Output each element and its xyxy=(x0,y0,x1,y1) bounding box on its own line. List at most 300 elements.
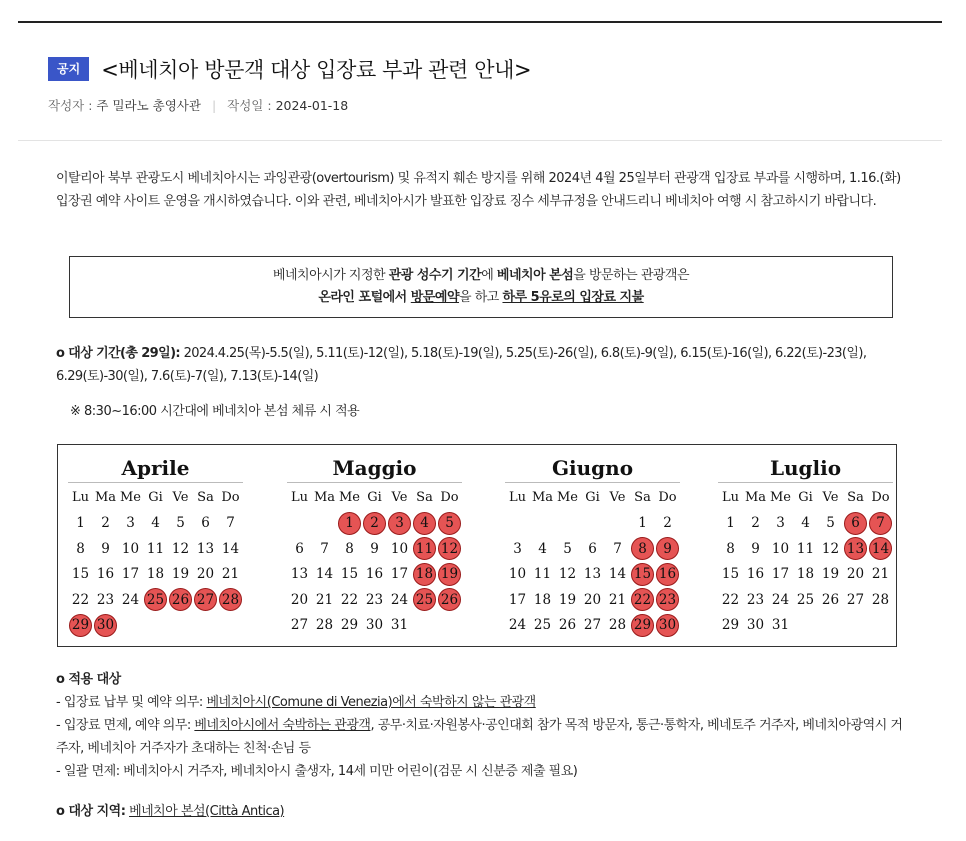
calendar-day xyxy=(93,613,118,639)
calendar-day xyxy=(868,536,893,562)
day-number: 30 xyxy=(746,617,765,634)
highlighted-day: 13 xyxy=(844,537,867,560)
weekday-header: Ma xyxy=(744,490,767,506)
weekday-header: Lu xyxy=(290,490,308,506)
notice-emphasis: 방문예약 xyxy=(410,290,460,305)
day-number: 16 xyxy=(96,566,115,583)
highlighted-day: 4 xyxy=(413,512,436,535)
header-divider xyxy=(18,140,942,141)
author-value: 주 밀라노 총영사관 xyxy=(96,98,201,113)
highlighted-day: 25 xyxy=(144,588,167,611)
day-number: 15 xyxy=(721,566,740,583)
calendar-day xyxy=(337,511,362,537)
day-number: 19 xyxy=(821,566,840,583)
day-number: 1 xyxy=(726,515,735,532)
notice-box xyxy=(69,256,893,318)
calendar-day xyxy=(412,587,437,613)
day-number: 12 xyxy=(171,540,190,557)
day-number: 17 xyxy=(508,591,527,608)
title-row xyxy=(48,54,948,84)
calendar-day xyxy=(362,613,387,639)
calendar-day xyxy=(630,536,655,562)
calendar-day xyxy=(768,536,793,562)
calendar-day xyxy=(68,587,93,613)
calendar-day xyxy=(718,536,743,562)
day-number: 2 xyxy=(751,515,760,532)
calendar-day xyxy=(630,511,655,537)
day-number: 16 xyxy=(746,566,765,583)
calendar-day xyxy=(868,587,893,613)
weekday-header: Gi xyxy=(585,490,600,506)
day-number: 10 xyxy=(390,540,409,557)
highlighted-day: 29 xyxy=(631,614,654,637)
calendar-day xyxy=(843,511,868,537)
calendar-day xyxy=(655,511,680,537)
calendar-day xyxy=(93,562,118,588)
weekday-header: Sa xyxy=(847,490,864,506)
highlighted-day: 30 xyxy=(94,614,117,637)
targets-section xyxy=(56,668,912,783)
calendar-day xyxy=(337,613,362,639)
day-number: 12 xyxy=(821,540,840,557)
calendar-day xyxy=(818,511,843,537)
day-number: 28 xyxy=(315,617,334,634)
day-number: 30 xyxy=(365,617,384,634)
day-number: 22 xyxy=(340,591,359,608)
region-section xyxy=(56,800,284,819)
highlighted-day: 5 xyxy=(438,512,461,535)
calendar-day xyxy=(605,536,630,562)
calendar-day xyxy=(793,536,818,562)
weekday-header: Me xyxy=(338,490,360,506)
weekday-header: Ve xyxy=(609,490,626,506)
calendar-day xyxy=(287,562,312,588)
post-header xyxy=(48,54,948,114)
day-number: 20 xyxy=(196,566,215,583)
target-text: - 입장료 납부 및 예약 의무: xyxy=(56,695,207,710)
day-number: 31 xyxy=(771,617,790,634)
day-number: 23 xyxy=(746,591,765,608)
month-grid xyxy=(718,485,893,638)
highlighted-day: 25 xyxy=(413,588,436,611)
day-number: 11 xyxy=(533,566,552,583)
calendar-day xyxy=(312,587,337,613)
day-number: 17 xyxy=(390,566,409,583)
calendar-day xyxy=(605,587,630,613)
day-number: 18 xyxy=(533,591,552,608)
weekday-header: Do xyxy=(440,490,459,506)
day-number: 31 xyxy=(390,617,409,634)
calendar-day xyxy=(768,511,793,537)
day-number: 17 xyxy=(121,566,140,583)
day-number: 24 xyxy=(508,617,527,634)
day-number: 3 xyxy=(126,515,135,532)
highlighted-day: 11 xyxy=(413,537,436,560)
calendar-day xyxy=(143,511,168,537)
calendar-day xyxy=(312,562,337,588)
month-grid xyxy=(505,485,680,638)
highlighted-day: 9 xyxy=(656,537,679,560)
calendar-day xyxy=(68,511,93,537)
empty-day xyxy=(605,511,630,537)
calendar-day xyxy=(193,536,218,562)
calendar-day xyxy=(605,562,630,588)
day-number: 6 xyxy=(588,540,597,557)
calendar-day xyxy=(387,613,412,639)
day-number: 20 xyxy=(846,566,865,583)
period-section xyxy=(56,342,912,388)
target-text: - 입장료 면제, 예약 의무: xyxy=(56,718,195,733)
calendar-day xyxy=(412,562,437,588)
calendar-day xyxy=(93,511,118,537)
calendar-day xyxy=(655,536,680,562)
day-number: 11 xyxy=(146,540,165,557)
calendar-day xyxy=(793,562,818,588)
day-number: 19 xyxy=(171,566,190,583)
calendar-day xyxy=(555,536,580,562)
day-number: 8 xyxy=(726,540,735,557)
calendar-day xyxy=(287,536,312,562)
weekday-header: Gi xyxy=(798,490,813,506)
targets-label: o 적용 대상 xyxy=(56,672,121,687)
day-number: 27 xyxy=(290,617,309,634)
month-grid xyxy=(68,485,243,638)
calendar-day xyxy=(768,562,793,588)
post-meta xyxy=(48,96,948,114)
day-number: 20 xyxy=(583,591,602,608)
calendar-day xyxy=(530,536,555,562)
calendar-day xyxy=(93,587,118,613)
day-number: 27 xyxy=(583,617,602,634)
highlighted-day: 18 xyxy=(413,563,436,586)
calendar-day xyxy=(868,511,893,537)
weekday-header: Sa xyxy=(634,490,651,506)
calendar-day xyxy=(193,562,218,588)
day-number: 5 xyxy=(826,515,835,532)
notice-text: 베네치아시가 지정한 xyxy=(272,268,389,283)
weekday-header: Ve xyxy=(172,490,189,506)
weekday-header: Lu xyxy=(508,490,526,506)
day-number: 8 xyxy=(345,540,354,557)
day-number: 25 xyxy=(796,591,815,608)
calendar-day xyxy=(218,587,243,613)
calendar-day xyxy=(218,536,243,562)
period-label: o 대상 기간(총 29일): xyxy=(56,346,181,361)
calendar-day xyxy=(337,587,362,613)
weekday-header: Do xyxy=(871,490,890,506)
calendar-day xyxy=(193,511,218,537)
highlighted-day: 2 xyxy=(363,512,386,535)
highlighted-day: 28 xyxy=(219,588,242,611)
calendar-day xyxy=(412,511,437,537)
calendar-day xyxy=(362,511,387,537)
calendar-day xyxy=(743,587,768,613)
calendar-day xyxy=(580,613,605,639)
day-number: 10 xyxy=(771,540,790,557)
calendar-box xyxy=(57,444,897,647)
day-number: 10 xyxy=(121,540,140,557)
day-number: 1 xyxy=(76,515,85,532)
day-number: 15 xyxy=(340,566,359,583)
calendar-day xyxy=(868,562,893,588)
notice-text: 에 xyxy=(481,268,497,283)
calendar-day xyxy=(530,562,555,588)
day-number: 9 xyxy=(101,540,110,557)
highlighted-day: 26 xyxy=(169,588,192,611)
empty-day xyxy=(530,511,555,537)
calendar-day xyxy=(362,587,387,613)
weekday-header: Ma xyxy=(531,490,554,506)
calendar-day xyxy=(580,562,605,588)
highlighted-day: 12 xyxy=(438,537,461,560)
target-underlined: 베네치아시(Comune di Venezia)에서 숙박하지 않는 관광객 xyxy=(206,695,536,710)
calendar-day xyxy=(218,511,243,537)
day-number: 2 xyxy=(663,515,672,532)
highlighted-day: 23 xyxy=(656,588,679,611)
calendar-day xyxy=(818,562,843,588)
highlighted-day: 19 xyxy=(438,563,461,586)
calendar-day xyxy=(387,562,412,588)
calendar-day xyxy=(287,587,312,613)
day-number: 19 xyxy=(558,591,577,608)
weekday-header: Do xyxy=(658,490,677,506)
calendar-day xyxy=(412,536,437,562)
calendar-day xyxy=(118,587,143,613)
day-number: 21 xyxy=(608,591,627,608)
highlighted-day: 29 xyxy=(69,614,92,637)
calendar-day xyxy=(118,536,143,562)
day-number: 4 xyxy=(151,515,160,532)
month-luglio xyxy=(718,453,893,638)
month-name: Aprile xyxy=(68,453,243,483)
calendar-day xyxy=(793,511,818,537)
month-aprile xyxy=(68,453,243,638)
day-number: 13 xyxy=(583,566,602,583)
highlighted-day: 30 xyxy=(656,614,679,637)
day-number: 21 xyxy=(221,566,240,583)
date-label: 작성일 : xyxy=(227,98,272,113)
calendar-day xyxy=(387,536,412,562)
highlighted-day: 22 xyxy=(631,588,654,611)
day-number: 13 xyxy=(196,540,215,557)
date-value: 2024-01-18 xyxy=(275,98,349,113)
calendar-day xyxy=(168,511,193,537)
weekday-header: Sa xyxy=(416,490,433,506)
month-giugno xyxy=(505,453,680,638)
calendar-day xyxy=(655,587,680,613)
calendar-day xyxy=(843,562,868,588)
calendar-day xyxy=(530,587,555,613)
calendar-day xyxy=(555,562,580,588)
empty-day xyxy=(312,511,337,537)
day-number: 5 xyxy=(176,515,185,532)
highlighted-day: 15 xyxy=(631,563,654,586)
day-number: 3 xyxy=(776,515,785,532)
calendar-day xyxy=(768,587,793,613)
day-number: 6 xyxy=(295,540,304,557)
calendar-day xyxy=(555,587,580,613)
day-number: 20 xyxy=(290,591,309,608)
month-name: Luglio xyxy=(718,453,893,483)
target-underlined: 베네치아시에서 숙박하는 관광객 xyxy=(194,718,371,733)
calendar-day xyxy=(530,613,555,639)
weekday-header: Ve xyxy=(822,490,839,506)
calendar-day xyxy=(312,613,337,639)
day-number: 21 xyxy=(871,566,890,583)
notice-emphasis: 하루 5유로의 입장료 지불 xyxy=(502,290,644,305)
notice-text: 을 방문하는 관광객은 xyxy=(573,268,690,283)
highlighted-day: 27 xyxy=(194,588,217,611)
day-number: 26 xyxy=(558,617,577,634)
calendar-day xyxy=(68,562,93,588)
day-number: 28 xyxy=(608,617,627,634)
calendar-day xyxy=(287,613,312,639)
time-note: ※ 8:30~16:00 시간대에 베네치아 본섬 체류 시 적용 xyxy=(70,404,360,419)
day-number: 14 xyxy=(608,566,627,583)
targets-line-2 xyxy=(56,714,912,760)
day-number: 7 xyxy=(226,515,235,532)
notice-emphasis: 온라인 포털에서 xyxy=(318,290,411,305)
calendar-day xyxy=(818,587,843,613)
calendar-day xyxy=(630,613,655,639)
day-number: 15 xyxy=(71,566,90,583)
weekday-header: Me xyxy=(556,490,578,506)
calendar-day xyxy=(655,562,680,588)
weekday-header: Lu xyxy=(721,490,739,506)
weekday-header: Lu xyxy=(71,490,89,506)
day-number: 4 xyxy=(801,515,810,532)
calendar-day xyxy=(68,536,93,562)
weekday-header: Sa xyxy=(197,490,214,506)
day-number: 23 xyxy=(365,591,384,608)
calendar-day xyxy=(630,587,655,613)
day-number: 24 xyxy=(390,591,409,608)
highlighted-day: 1 xyxy=(338,512,361,535)
calendar-day xyxy=(93,536,118,562)
calendar-day xyxy=(718,562,743,588)
region-text: 베네치아 본섬(Città Antica) xyxy=(129,804,285,819)
period-text: 2024.4.25(목)-5.5(일), 5.11(토)-12(일), 5.18(토)-19(일), 5.25(토)-26(일), 6.8(토)-9(일), 6.15(토)-16(일), 6.22(토)-23(일), 6.29(토)-30(일), 7.6(토)-7(일), 7.13(토)-14(일) xyxy=(56,346,867,384)
calendar-day xyxy=(655,613,680,639)
highlighted-day: 14 xyxy=(869,537,892,560)
day-number: 6 xyxy=(201,515,210,532)
meta-separator: | xyxy=(211,98,217,113)
weekday-header: Do xyxy=(221,490,240,506)
day-number: 7 xyxy=(320,540,329,557)
day-number: 29 xyxy=(721,617,740,634)
day-number: 8 xyxy=(76,540,85,557)
calendar-day xyxy=(337,562,362,588)
intro-paragraph: 이탈리아 북부 관광도시 베네치아시는 과잉관광(overtourism) 및 유적지 훼손 방지를 위해 2024년 4월 25일부터 관광객 입장료 부과를 시행하며, 1.16.(화) 입장권 예약 사이트 운영을 개시하였습니다. 이와 관련, 베네치아시가 발표한 입장료 징수 세부규정을 안내드리니 베네치아 여행 시 참고하시기 바랍니다. xyxy=(56,171,901,209)
calendar-day xyxy=(362,536,387,562)
calendar-day xyxy=(312,536,337,562)
calendar-day xyxy=(743,536,768,562)
notice-line-2 xyxy=(70,287,892,309)
day-number: 10 xyxy=(508,566,527,583)
day-number: 16 xyxy=(365,566,384,583)
calendar-day xyxy=(505,587,530,613)
day-number: 27 xyxy=(846,591,865,608)
highlighted-day: 16 xyxy=(656,563,679,586)
day-number: 28 xyxy=(871,591,890,608)
targets-line-3: - 일괄 면제: 베네치아시 거주자, 베네치아시 출생자, 14세 미만 어린이(검문 시 신분증 제출 필요) xyxy=(56,764,578,779)
calendar-day xyxy=(168,587,193,613)
weekday-header: Me xyxy=(769,490,791,506)
calendar-day xyxy=(743,613,768,639)
calendar-day xyxy=(718,511,743,537)
calendar-day xyxy=(718,587,743,613)
calendar-day xyxy=(580,536,605,562)
weekday-header: Ma xyxy=(94,490,117,506)
calendar-day xyxy=(437,587,462,613)
calendar-day xyxy=(168,562,193,588)
empty-day xyxy=(580,511,605,537)
month-name: Maggio xyxy=(287,453,462,483)
top-divider xyxy=(18,21,942,23)
day-number: 9 xyxy=(751,540,760,557)
notice-emphasis: 베네치아 본섬 xyxy=(496,268,574,283)
calendar-day xyxy=(580,587,605,613)
calendar-day xyxy=(505,536,530,562)
calendar-day xyxy=(387,587,412,613)
weekday-header: Me xyxy=(119,490,141,506)
day-number: 29 xyxy=(340,617,359,634)
calendar-day xyxy=(437,536,462,562)
weekday-header: Gi xyxy=(148,490,163,506)
empty-day xyxy=(555,511,580,537)
day-number: 22 xyxy=(71,591,90,608)
calendar-day xyxy=(118,511,143,537)
calendar-day xyxy=(118,562,143,588)
calendar-day xyxy=(337,536,362,562)
day-number: 1 xyxy=(638,515,647,532)
calendar-day xyxy=(168,536,193,562)
calendar-day xyxy=(843,587,868,613)
day-number: 12 xyxy=(558,566,577,583)
notice-emphasis: 관광 성수기 기간 xyxy=(388,268,482,283)
notice-line-1 xyxy=(70,265,892,287)
empty-day xyxy=(287,511,312,537)
calendar-day xyxy=(768,613,793,639)
page-title: <베네치아 방문객 대상 입장료 부과 관련 안내> xyxy=(101,58,532,82)
day-number: 24 xyxy=(121,591,140,608)
day-number: 5 xyxy=(563,540,572,557)
calendar-day xyxy=(68,613,93,639)
calendar-day xyxy=(843,536,868,562)
notice-badge: 공지 xyxy=(48,57,89,81)
day-number: 26 xyxy=(821,591,840,608)
weekday-header: Ma xyxy=(313,490,336,506)
day-number: 22 xyxy=(721,591,740,608)
notice-text: 을 하고 xyxy=(459,290,503,305)
calendar-day xyxy=(505,562,530,588)
calendar-day xyxy=(743,511,768,537)
day-number: 11 xyxy=(796,540,815,557)
author-label: 작성자 : xyxy=(48,98,93,113)
day-number: 14 xyxy=(315,566,334,583)
highlighted-day: 3 xyxy=(388,512,411,535)
day-number: 23 xyxy=(96,591,115,608)
day-number: 17 xyxy=(771,566,790,583)
day-number: 24 xyxy=(771,591,790,608)
weekday-header: Gi xyxy=(367,490,382,506)
highlighted-day: 6 xyxy=(844,512,867,535)
highlighted-day: 26 xyxy=(438,588,461,611)
calendar-day xyxy=(743,562,768,588)
day-number: 13 xyxy=(290,566,309,583)
calendar-day xyxy=(505,613,530,639)
highlighted-day: 7 xyxy=(869,512,892,535)
